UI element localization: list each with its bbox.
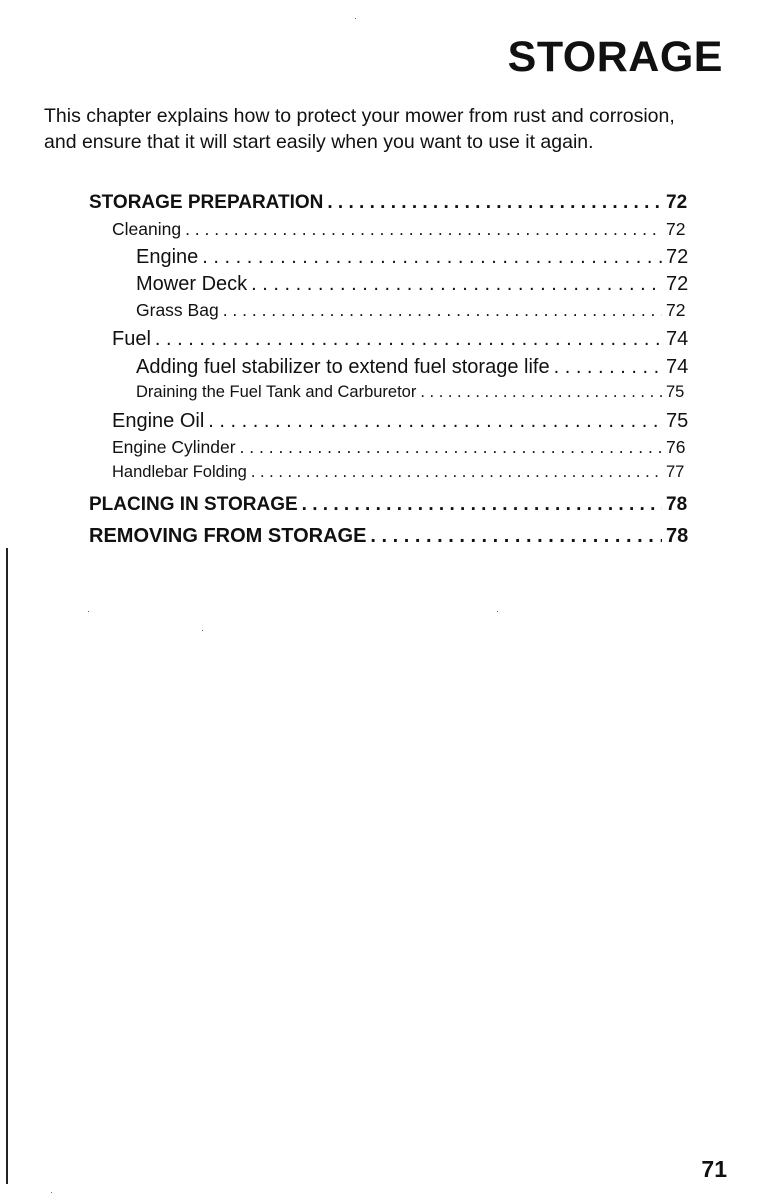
page-title: STORAGE [507,33,723,81]
toc-entry-page: 78 [666,494,688,515]
toc-entry-label: STORAGE PREPARATION [89,192,324,213]
toc-entry-page: 74 [666,328,689,350]
toc-entry-label: Engine Cylinder [112,437,236,457]
dot-leader [208,410,662,433]
toc-entry-fuel-stabilizer[interactable] [136,356,694,382]
scan-speck [88,611,89,612]
toc-entry-page: 76 [666,437,686,457]
toc-entry-engine-cylinder[interactable] [112,437,694,463]
scan-speck [51,1192,52,1193]
toc-entry-page: 77 [666,463,685,481]
dot-leader [202,246,662,269]
scan-speck [202,630,203,631]
toc-entry-label: Grass Bag [136,300,219,320]
toc-entry-label: REMOVING FROM STORAGE [89,525,367,547]
toc-entry-fuel[interactable] [112,328,694,354]
toc-entry-page: 74 [666,356,689,378]
toc-entry-draining[interactable] [136,383,694,409]
toc-entry-page: 72 [666,273,689,295]
toc-entry-mower-deck[interactable] [136,273,694,299]
dot-leader [155,328,662,351]
toc-entry-page: 75 [666,410,689,432]
toc-entry-page: 72 [666,246,689,268]
toc-entry-label: Fuel [112,328,151,350]
toc-entry-page: 75 [666,383,685,401]
intro-paragraph: This chapter explains how to protect your mower from rust and corrosion, and ensure that it will start easily when you want to use it again. [44,105,675,153]
toc-entry-page: 78 [666,525,689,547]
toc-entry-page: 72 [666,300,686,320]
toc-entry-grass-bag[interactable] [136,300,694,326]
toc-entry-label: Draining the Fuel Tank and Carburetor [136,383,417,401]
toc-entry-label: Adding fuel stabilizer to extend fuel storage life [136,356,550,378]
toc-entry-label: Engine Oil [112,410,205,432]
toc-entry-label: PLACING IN STORAGE [89,494,298,515]
toc-entry-handlebar-folding[interactable] [112,463,694,489]
dot-leader [302,494,662,516]
toc-entry-storage-preparation[interactable] [89,192,694,218]
dot-leader [327,192,662,214]
toc-entry-placing-in-storage[interactable] [89,494,694,520]
page-number: 71 [701,1156,727,1182]
toc-entry-page: 72 [666,219,686,239]
toc-entry-label: Mower Deck [136,273,248,295]
scan-speck [497,611,498,612]
toc-entry-engine-oil[interactable] [112,410,694,436]
toc-entry-label: Cleaning [112,219,182,239]
toc-entry-label: Engine [136,246,199,268]
dot-leader [370,525,662,548]
dot-leader [185,219,662,240]
dot-leader [554,356,662,379]
toc-entry-page: 72 [666,192,688,213]
dot-leader [251,463,662,482]
toc-entry-removing-from-storage[interactable] [89,525,694,551]
scan-speck [355,18,356,19]
dot-leader [251,273,662,296]
dot-leader [240,437,662,458]
toc-entry-cleaning[interactable] [112,219,694,245]
scan-binding-edge [6,548,8,1184]
toc-entry-label: Handlebar Folding [112,463,247,481]
toc-entry-engine[interactable] [136,246,694,272]
dot-leader [223,300,662,321]
dot-leader [420,383,662,402]
